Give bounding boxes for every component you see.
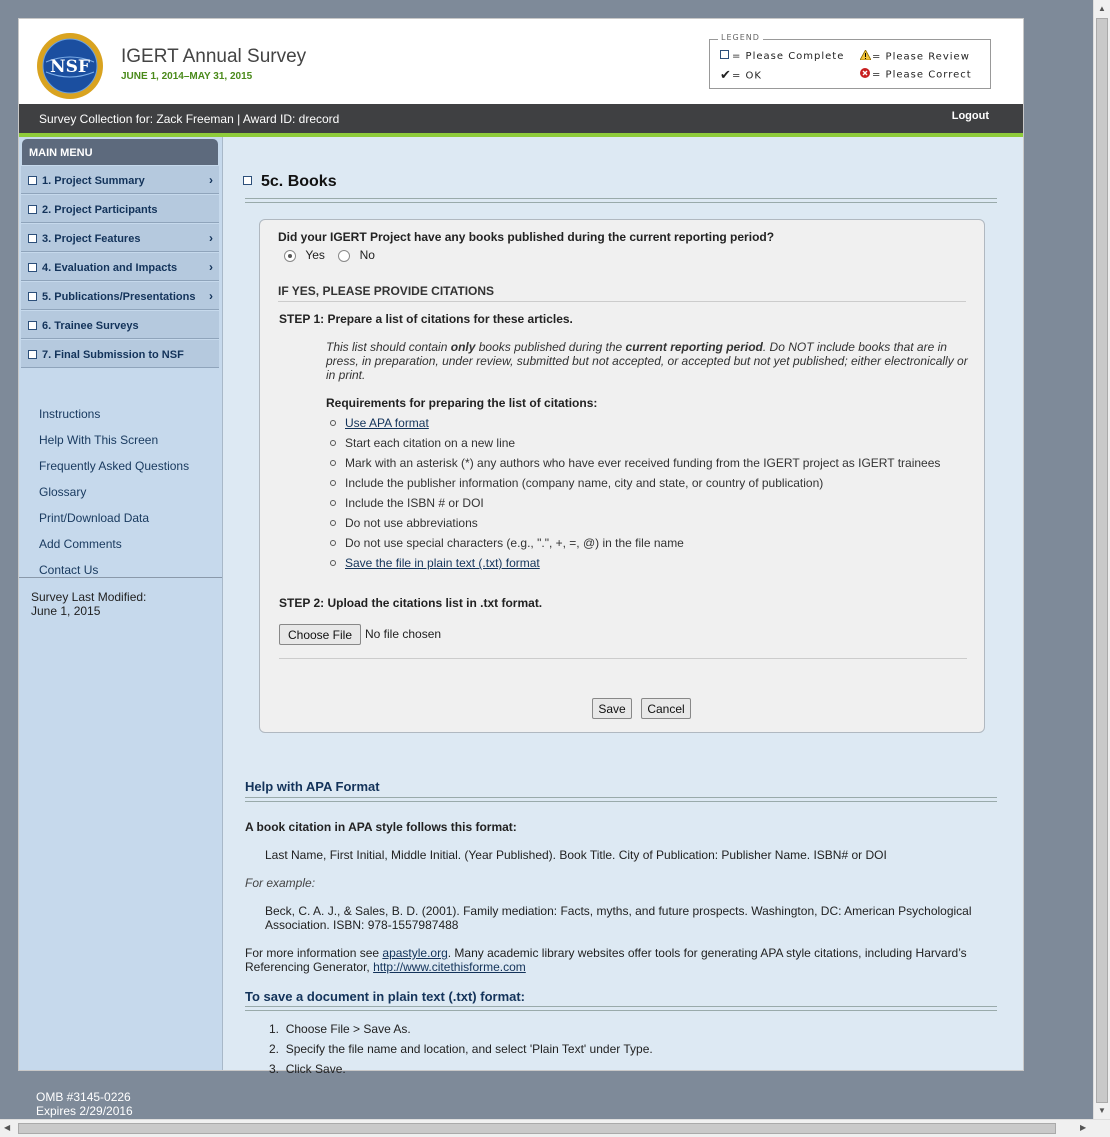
apa-help-heading: Help with APA Format bbox=[245, 779, 380, 794]
main-menu-title: MAIN MENU bbox=[22, 139, 218, 165]
bullet-icon bbox=[330, 520, 336, 526]
cancel-button[interactable]: Cancel bbox=[641, 698, 691, 719]
apastyle-link[interactable]: apastyle.org bbox=[382, 946, 448, 960]
save-button[interactable]: Save bbox=[592, 698, 632, 719]
sidebar-link-help[interactable]: Help With This Screen bbox=[39, 433, 159, 447]
horizontal-scroll-thumb[interactable] bbox=[18, 1123, 1056, 1134]
status-checkbox-icon bbox=[243, 176, 252, 185]
legend-please-correct: = Please Correct bbox=[860, 68, 972, 81]
bullet-icon bbox=[330, 540, 336, 546]
list-item bbox=[330, 436, 515, 450]
list-item bbox=[330, 536, 684, 550]
requirement-text: Include the publisher information (company name, city and state, or country of publication) bbox=[345, 476, 824, 490]
sidebar-link-contact[interactable]: Contact Us bbox=[39, 563, 99, 577]
sidebar-item-label: 1. Project Summary bbox=[42, 175, 145, 187]
nsf-logo bbox=[36, 32, 104, 100]
sidebar-link-print-download[interactable]: Print/Download Data bbox=[39, 511, 150, 525]
chevron-right-icon: › bbox=[209, 260, 213, 274]
vertical-scroll-thumb[interactable] bbox=[1096, 18, 1108, 1103]
sidebar-item-label: 4. Evaluation and Impacts bbox=[42, 262, 178, 274]
app-title: IGERT Annual Survey bbox=[121, 46, 307, 67]
omb-number: OMB #3145-0226 bbox=[36, 1090, 131, 1104]
bullet-icon bbox=[330, 440, 336, 446]
svg-text:NSF: NSF bbox=[50, 57, 90, 77]
list-item: 2. Specify the file name and location, and select 'Plain Text' under Type. bbox=[269, 1042, 653, 1056]
status-checkbox-icon bbox=[28, 176, 37, 185]
books-form-panel bbox=[259, 219, 985, 733]
chevron-right-icon: › bbox=[209, 231, 213, 245]
survey-page bbox=[18, 18, 1024, 1076]
sidebar-item-project-features[interactable] bbox=[21, 224, 219, 252]
requirement-link[interactable]: Save the file in plain text (.txt) format bbox=[345, 556, 540, 570]
sidebar-link-faq[interactable]: Frequently Asked Questions bbox=[39, 459, 190, 473]
bullet-icon bbox=[330, 560, 336, 566]
radio-yes[interactable] bbox=[284, 250, 296, 262]
sidebar-divider bbox=[19, 577, 222, 578]
for-example-label: For example: bbox=[245, 876, 316, 890]
choose-file-button[interactable]: Choose File bbox=[279, 624, 361, 645]
logout-link[interactable]: Logout bbox=[951, 110, 989, 122]
sidebar-item-label: 6. Trainee Surveys bbox=[42, 320, 139, 332]
radio-yes-label: Yes bbox=[305, 248, 325, 262]
divider bbox=[279, 658, 967, 659]
last-modified bbox=[31, 590, 146, 618]
section-title: 5c. Books bbox=[243, 173, 337, 191]
main-content bbox=[223, 137, 1023, 1076]
legend-please-complete: = Please Complete bbox=[720, 50, 844, 62]
sidebar-item-label: 5. Publications/Presentations bbox=[42, 291, 196, 303]
sidebar-link-add-comments[interactable]: Add Comments bbox=[39, 537, 122, 551]
reporting-period: JUNE 1, 2014–MAY 31, 2015 bbox=[121, 71, 253, 82]
status-checkbox-icon bbox=[28, 350, 37, 359]
sidebar-item-label: 3. Project Features bbox=[42, 233, 141, 245]
plain-text-rule bbox=[245, 1006, 997, 1011]
file-status: No file chosen bbox=[365, 627, 442, 641]
status-checkbox-icon bbox=[28, 321, 37, 330]
sidebar-item-trainee-surveys[interactable] bbox=[21, 311, 219, 339]
sidebar-item-evaluation-impacts[interactable] bbox=[21, 253, 219, 281]
step1-heading: STEP 1: Prepare a list of citations for these articles. bbox=[279, 312, 573, 326]
checkmark-icon: ✔ bbox=[720, 68, 732, 83]
scroll-up-icon[interactable]: ▲ bbox=[1098, 4, 1106, 13]
requirement-text: Include the ISBN # or DOI bbox=[345, 496, 484, 510]
sidebar-link-glossary[interactable]: Glossary bbox=[39, 485, 87, 499]
list-item bbox=[330, 476, 823, 490]
apa-intro: A book citation in APA style follows this format: bbox=[245, 820, 517, 834]
citethisforme-link[interactable]: http://www.citethisforme.com bbox=[373, 960, 526, 974]
requirement-text: Start each citation on a new line bbox=[345, 436, 516, 450]
scroll-left-icon[interactable]: ◀ bbox=[4, 1123, 11, 1132]
sidebar bbox=[19, 137, 223, 1070]
warning-icon bbox=[860, 50, 870, 63]
top-bar bbox=[19, 104, 1023, 137]
sidebar-item-project-participants[interactable] bbox=[21, 195, 219, 223]
divider bbox=[278, 301, 966, 302]
step2-heading: STEP 2: Upload the citations list in .txt format. bbox=[279, 596, 543, 610]
scroll-right-icon[interactable]: ▶ bbox=[1080, 1123, 1087, 1132]
sidebar-item-project-summary[interactable] bbox=[21, 166, 219, 194]
sidebar-link-instructions[interactable]: Instructions bbox=[39, 407, 101, 421]
requirement-text: Do not use abbreviations bbox=[345, 516, 478, 530]
list-item bbox=[330, 456, 940, 470]
plain-text-heading: To save a document in plain text (.txt) format: bbox=[245, 989, 526, 1004]
more-info-line2: Referencing Generator, http://www.citethisforme.com bbox=[245, 960, 526, 974]
horizontal-scrollbar[interactable] bbox=[0, 1119, 1110, 1137]
requirement-link[interactable]: Use APA format bbox=[345, 416, 429, 430]
sidebar-item-final-submission[interactable] bbox=[21, 340, 219, 368]
legend-title: LEGEND bbox=[718, 33, 763, 42]
requirement-text: Mark with an asterisk (*) any authors who have ever received funding from the IGERT project as IGERT trainees bbox=[345, 456, 941, 470]
apa-format: Last Name, First Initial, Middle Initial. (Year Published). Book Title. City of Publication: Publisher Name. ISBN# or DOI bbox=[265, 848, 887, 862]
vertical-scrollbar[interactable] bbox=[1093, 0, 1110, 1119]
radio-no[interactable] bbox=[338, 250, 350, 262]
apa-rule bbox=[245, 797, 997, 802]
scroll-down-icon[interactable]: ▼ bbox=[1098, 1106, 1106, 1115]
expiration-date: Expires 2/29/2016 bbox=[36, 1104, 133, 1118]
legend-ok: ✔= OK bbox=[720, 68, 762, 83]
radio-group bbox=[284, 248, 375, 262]
list-item: 1. Choose File > Save As. bbox=[269, 1022, 411, 1036]
chevron-right-icon: › bbox=[209, 289, 213, 303]
status-checkbox-icon bbox=[28, 234, 37, 243]
header bbox=[19, 19, 1023, 104]
list-item: 3. Click Save. bbox=[269, 1062, 346, 1076]
bullet-icon bbox=[330, 480, 336, 486]
empty-checkbox-icon bbox=[720, 50, 730, 62]
radio-no-label: No bbox=[359, 248, 375, 262]
citation-note: This list should contain only books published during the current reporting period. Do NOT include books that are in press, in preparation, under review, submitted but not accepted, or accepted but not yet published; either electronically or in print. bbox=[326, 340, 968, 382]
bullet-icon bbox=[330, 500, 336, 506]
list-item bbox=[330, 556, 540, 570]
status-checkbox-icon bbox=[28, 292, 37, 301]
chevron-right-icon: › bbox=[209, 173, 213, 187]
list-item bbox=[330, 416, 429, 430]
sidebar-item-publications-presentations[interactable] bbox=[21, 282, 219, 310]
last-modified-label: Survey Last Modified: bbox=[31, 590, 147, 604]
example-citation-line2: Association. ISBN: 978-1557987488 bbox=[265, 918, 459, 932]
requirements-title: Requirements for preparing the list of citations: bbox=[326, 396, 598, 410]
sidebar-item-label: 2. Project Participants bbox=[42, 204, 158, 216]
survey-collection-info: Survey Collection for: Zack Freeman | Award ID: drecord bbox=[39, 112, 340, 126]
title-rule bbox=[245, 198, 997, 203]
example-citation-line1: Beck, C. A. J., & Sales, B. D. (2001). Family mediation: Facts, myths, and future prospects. Washington, DC: American Psychological bbox=[265, 904, 972, 918]
if-yes-heading: IF YES, PLEASE PROVIDE CITATIONS bbox=[278, 284, 495, 298]
status-checkbox-icon bbox=[28, 205, 37, 214]
list-item bbox=[330, 496, 484, 510]
error-icon bbox=[860, 68, 870, 81]
books-question: Did your IGERT Project have any books published during the current reporting period? bbox=[278, 230, 775, 244]
bullet-icon bbox=[330, 420, 336, 426]
footer bbox=[36, 1090, 133, 1118]
last-modified-date: June 1, 2015 bbox=[31, 604, 101, 618]
status-checkbox-icon bbox=[28, 263, 37, 272]
more-info-line1: For more information see apastyle.org. Many academic library websites offer tools for generating APA style citations, including Harvard’s bbox=[245, 946, 967, 960]
list-item bbox=[330, 516, 478, 530]
requirement-text: Do not use special characters (e.g., ".", +, =, @) in the file name bbox=[345, 536, 684, 550]
bullet-icon bbox=[330, 460, 336, 466]
legend-please-review: = Please Review bbox=[860, 50, 970, 63]
sidebar-item-label: 7. Final Submission to NSF bbox=[42, 349, 184, 361]
legend bbox=[709, 33, 991, 89]
